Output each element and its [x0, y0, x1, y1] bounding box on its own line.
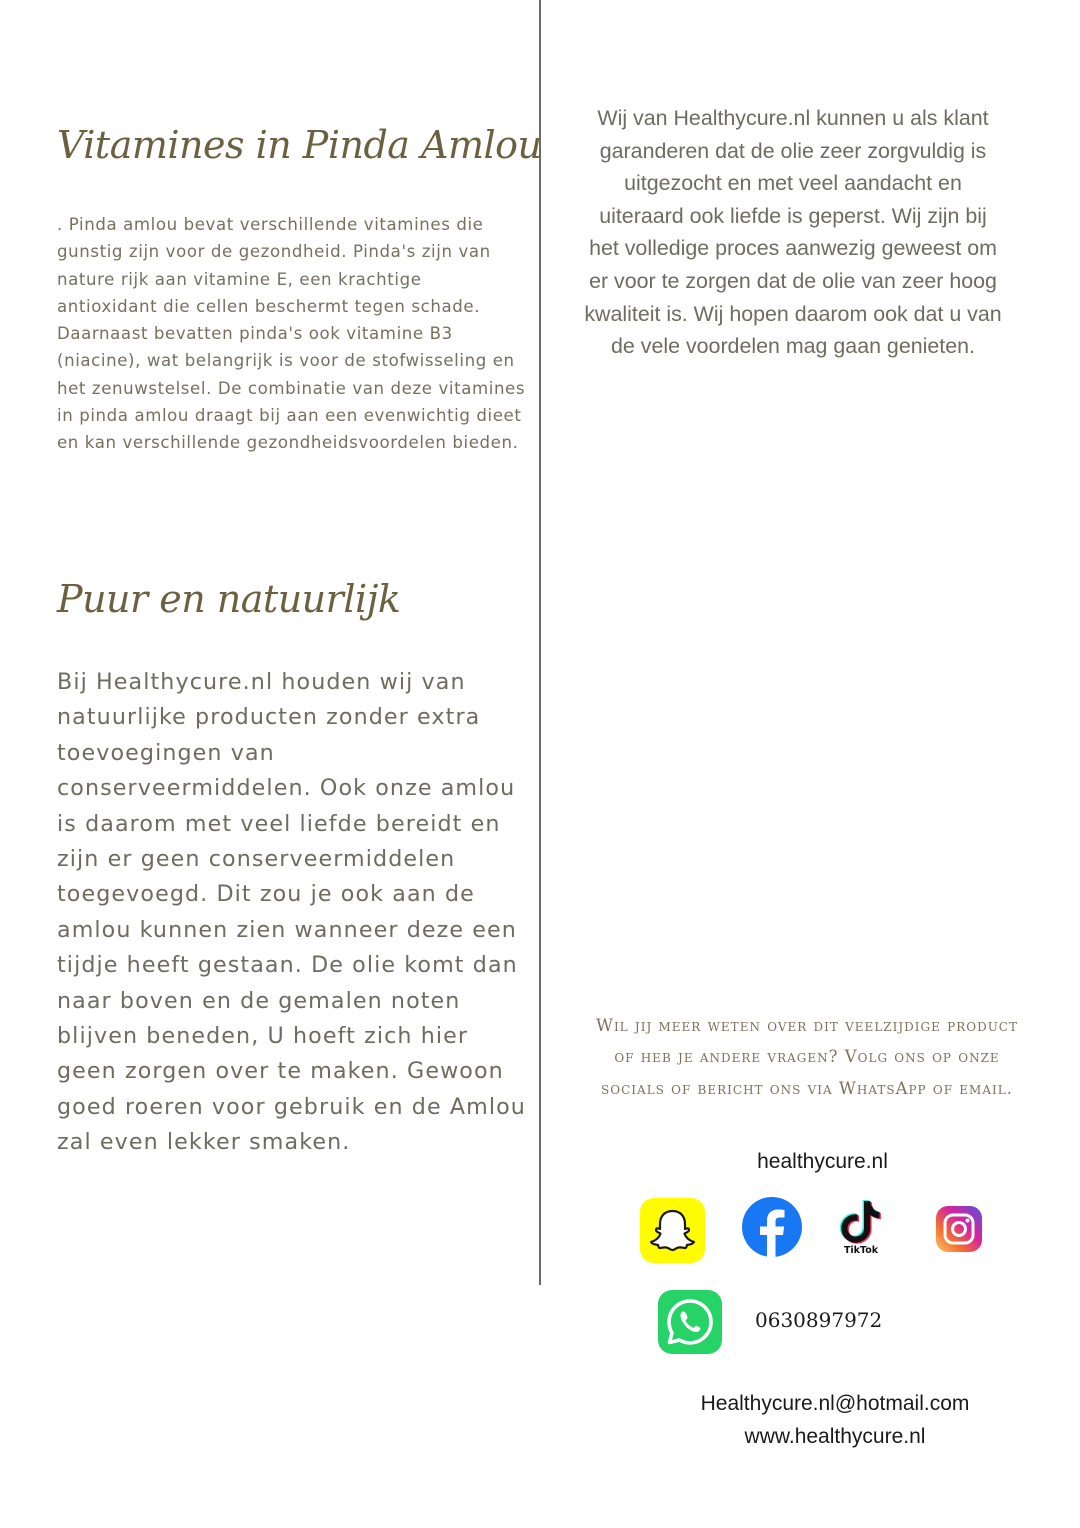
puur-heading: Puur en natuurlijk — [57, 577, 401, 621]
tiktok-label: TikTok — [843, 1245, 879, 1255]
puur-body: Bij Healthycure.nl houden wij van natuurlijke producten zonder extra toevoegingen van conserveermiddelen. Ook onze amlou is daarom met veel liefde bereidt en zijn er geen conserveermiddelen toegevoegd. Dit zou je ook aan de amlou kunnen zien wanneer deze een tijdje heeft gestaan. De olie komt dan naar boven en de gemalen noten blijven beneden, U hoeft zich hier geen zorgen over te maken. Gewoon goed roeren voor gebruik en de Amlou zal even lekker smaken. — [57, 669, 526, 1156]
vitamines-heading: Vitamines in Pinda Amlou — [57, 123, 542, 167]
contact-call-to-action: Wil jij meer weten over dit veelzijdige product of heb je andere vragen? Volg ons op onze socials of bericht ons via WhatsApp of email. — [595, 1016, 1018, 1098]
instagram-icon[interactable] — [936, 1206, 982, 1252]
facebook-icon[interactable] — [741, 1196, 803, 1258]
website-url[interactable]: www.healthycure.nl — [744, 1425, 926, 1448]
tiktok-icon[interactable] — [837, 1197, 885, 1255]
vitamines-body: . Pinda amlou bevat verschillende vitamines die gunstig zijn voor de gezondheid. Pinda's zijn van nature rijk aan vitamine E, een krachtige antioxidant die cellen beschermt tegen schade. Daarnaast bevatten pinda's ook vitamine B3 (niacine), wat belangrijk is voor de stofwisseling en het zenuwstelsel. De combinatie van deze vitamines in pinda amlou draagt bij aan een evenwichtig dieet en kan verschillende gezondheidsvoordelen bieden. — [57, 215, 526, 453]
column-divider — [539, 0, 541, 1285]
social-handle: healthycure.nl — [757, 1150, 888, 1173]
snapchat-icon[interactable] — [640, 1198, 705, 1263]
quality-guarantee-text: Wij van Healthycure.nl kunnen u als klant garanderen dat de olie zeer zorgvuldig is uitgezocht en met veel aandacht en uiteraard ook liefde is geperst. Wij zijn bij het volledige proces aanwezig geweest om er voor te zorgen dat de olie van zeer hoog kwaliteit is. Wij hopen daarom ook dat u van de vele voordelen mag gaan genieten. — [584, 106, 1002, 359]
phone-number: 0630897972 — [755, 1308, 883, 1332]
whatsapp-icon[interactable] — [658, 1290, 722, 1354]
email-address[interactable]: Healthycure.nl@hotmail.com — [700, 1392, 970, 1415]
